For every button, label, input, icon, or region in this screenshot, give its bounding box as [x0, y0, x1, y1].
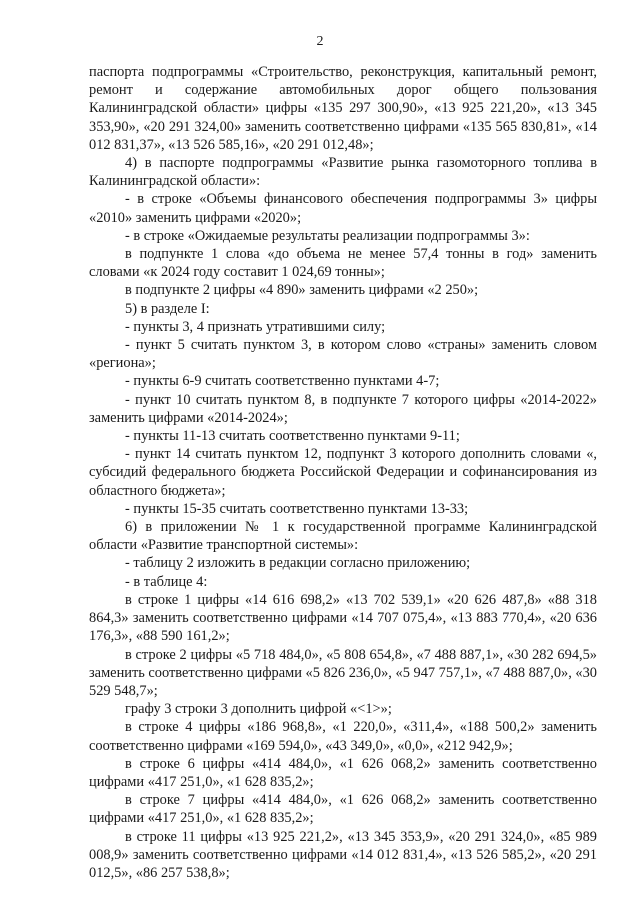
paragraph: в строке 11 цифры «13 925 221,2», «13 345 353,9», «20 291 324,0», «85 989 008,9» заменить соответственно цифрами «14 012 831,4», «13 526 585,2», «20 291 012,5», «86 257 538,8»; [89, 828, 597, 881]
paragraph: - пункты 3, 4 признать утратившими силу; [125, 318, 386, 335]
paragraph: 5) в разделе I: [125, 300, 210, 317]
paragraph: - в таблице 4: [125, 573, 208, 590]
paragraph: в строке 4 цифры «186 968,8», «1 220,0», «311,4», «188 500,2» заменить соответственно цифрами «169 594,0», «43 349,0», «0,0», «212 942,9»; [89, 719, 597, 754]
paragraph: 4) в паспорте подпрограммы «Развитие рынка газомоторного топлива в Калининградской области»: [89, 155, 597, 190]
paragraph: графу 3 строки 3 дополнить цифрой «<1>»; [125, 701, 392, 718]
paragraph: - пункт 5 считать пунктом 3, в котором слово «страны» заменить словом «региона»; [89, 337, 597, 372]
paragraph: в строке 2 цифры «5 718 484,0», «5 808 654,8», «7 488 887,1», «30 282 694,5» заменить соответственно цифрами «5 826 236,0», «5 947 757,1», «7 488 887,0», «30 529 548,7»; [89, 646, 597, 699]
paragraph: - в строке «Объемы финансового обеспечения подпрограммы 3» цифры «2010» заменить цифрами «2020»; [89, 191, 597, 226]
paragraph: в подпункте 1 слова «до объема не менее 57,4 тонны в год» заменить словами «к 2024 году составит 1 024,69 тонны»; [89, 246, 597, 281]
paragraph: - пункт 10 считать пунктом 8, в подпункте 7 которого цифры «2014-2022» заменить цифрами «2014-2024»; [89, 391, 597, 426]
paragraph: - в строке «Ожидаемые результаты реализации подпрограммы 3»: [125, 227, 530, 244]
paragraph: в строке 7 цифры «414 484,0», «1 626 068,2» заменить соответственно цифрами «417 251,0», «1 628 835,2»; [89, 792, 597, 827]
paragraph: в строке 1 цифры «14 616 698,2» «13 702 539,1» «20 626 487,8» «88 318 864,3» заменить соответственно цифрами «14 707 075,4», «13 883 770,4», «20 636 176,3», «88 590 161,2»; [89, 591, 597, 645]
paragraph: в подпункте 2 цифры «4 890» заменить цифрами «2 250»; [125, 282, 479, 299]
paragraph: в строке 6 цифры «414 484,0», «1 626 068,2» заменить соответственно цифрами «417 251,0», «1 628 835,2»; [89, 755, 597, 790]
paragraph: - таблицу 2 изложить в редакции согласно приложению; [125, 555, 471, 572]
paragraph: 6) в приложении № 1 к государственной программе Калининградской области «Развитие транспортной системы»: [89, 519, 597, 554]
paragraph: - пункты 11-13 считать соответственно пунктами 9-11; [125, 428, 460, 445]
document-body [89, 63, 597, 882]
paragraph: паспорта подпрограммы «Строительство, реконструкция, капитальный ремонт, ремонт и содержание автомобильных дорог общего пользования Калининградской области» цифры «135 297 300,90», «13 925 221,20», «13 345 353,90», «20 291 324,00» заменить соответственно цифрами «135 565 830,81», «14 012 831,37», «13 526 585,16», «20 291 012,48»; [89, 64, 597, 153]
paragraph: - пункты 6-9 считать соответственно пунктами 4-7; [125, 373, 440, 390]
paragraph: - пункт 14 считать пунктом 12, подпункт 3 которого дополнить словами «, субсидий федерального бюджета Российской Федерации и софинансирования из областного бюджета»; [89, 446, 597, 499]
page-number: 2 [316, 34, 324, 49]
paragraph: - пункты 15-35 считать соответственно пунктами 13-33; [125, 500, 469, 517]
